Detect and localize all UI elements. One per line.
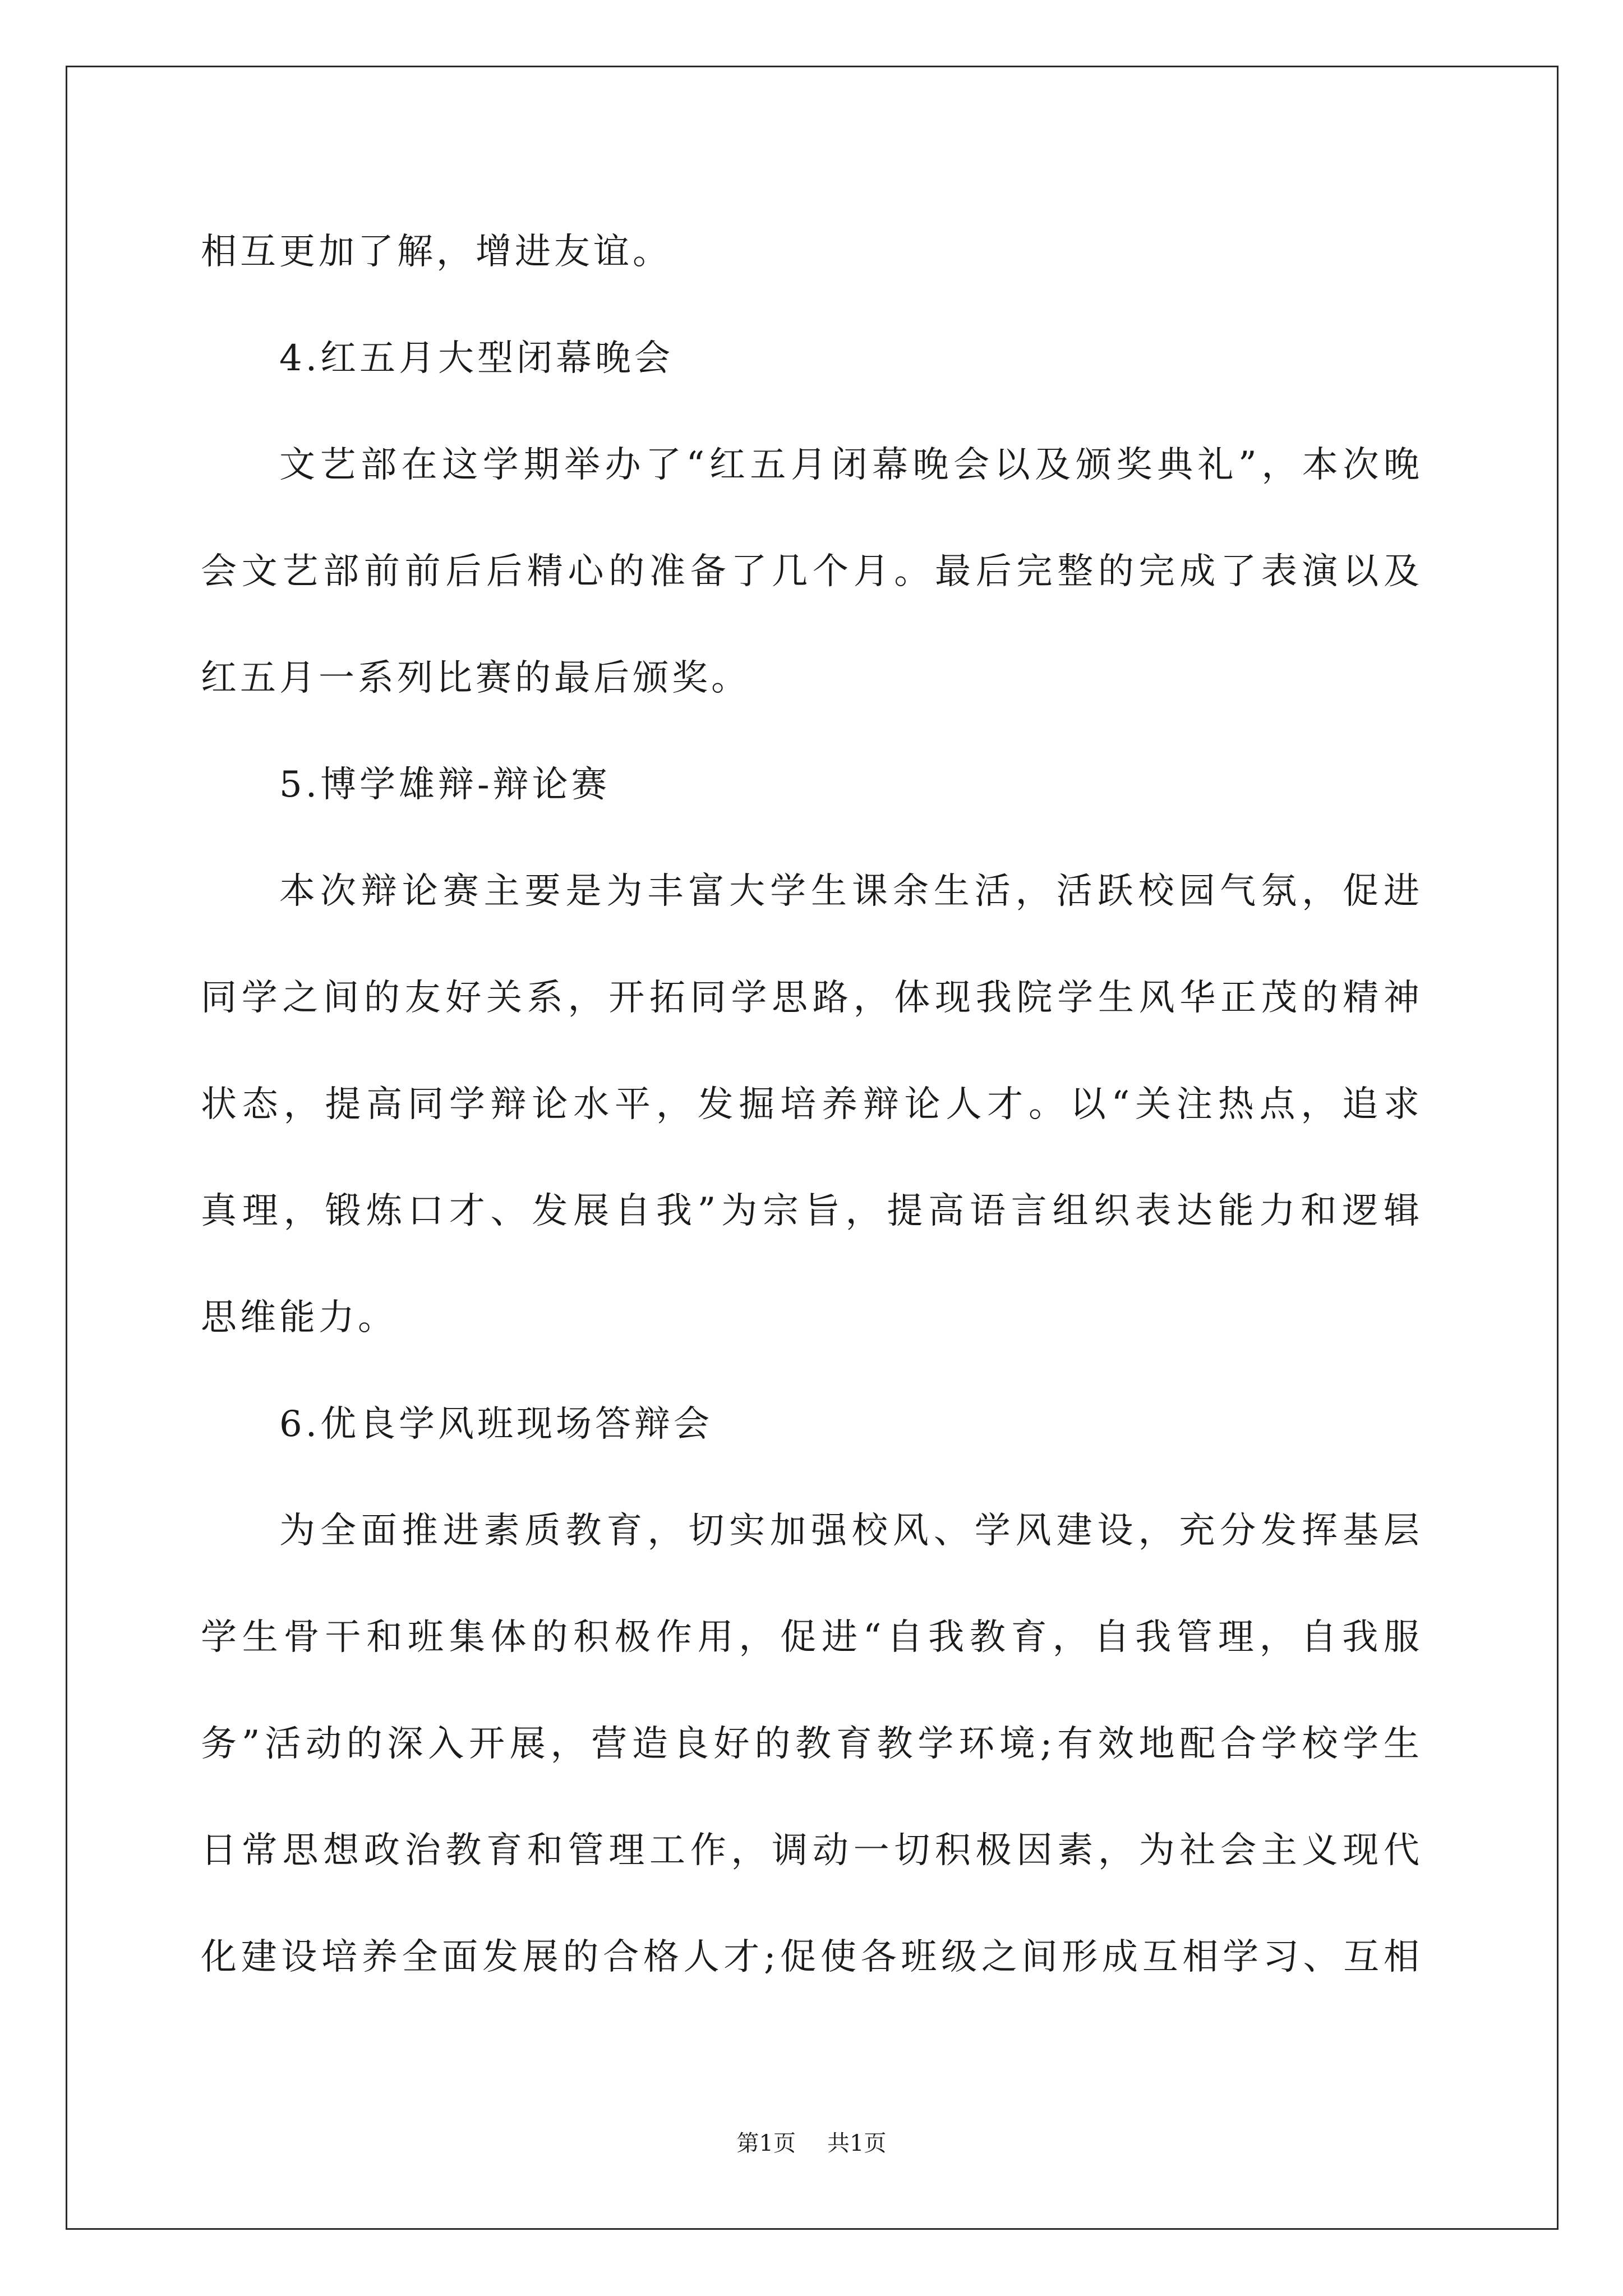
paragraph-line: 相互更加了解，增进友谊。 xyxy=(201,231,672,273)
paragraph-line: 会文艺部前前后后精心的准备了几个月。最后完整的完成了表演以及 xyxy=(201,551,1423,592)
paragraph-line: 同学之间的友好关系，开拓同学思路，体现我院学生风华正茂的精神 xyxy=(201,977,1423,1019)
paragraph-line: 为全面推进素质教育，切实加强校风、学风建设，充分发挥基层 xyxy=(279,1510,1423,1552)
document-body xyxy=(201,199,1423,2010)
paragraph-line: 状态，提高同学辩论水平，发掘培养辩论人才。以“关注热点，追求 xyxy=(201,1084,1423,1125)
section-heading: 4.红五月大型闭幕晚会 xyxy=(279,338,674,379)
paragraph-line: 本次辩论赛主要是为丰富大学生课余生活，活跃校园气氛，促进 xyxy=(279,871,1423,912)
section-heading: 6.优良学风班现场答辩会 xyxy=(279,1404,713,1445)
page-number-current: 第1页 xyxy=(736,2131,796,2156)
paragraph-line: 红五月一系列比赛的最后颁奖。 xyxy=(201,657,750,699)
paragraph-line: 思维能力。 xyxy=(201,1297,397,1338)
paragraph-line: 务”活动的深入开展，营造良好的教育教学环境;有效地配合学校学生 xyxy=(201,1723,1423,1765)
paragraph-line: 真理，锻炼口才、发展自我”为宗旨，提高语言组织表达能力和逻辑 xyxy=(201,1190,1423,1232)
section-heading: 5.博学雄辩-辩论赛 xyxy=(279,764,611,806)
paragraph-line: 学生骨干和班集体的积极作用，促进“自我教育，自我管理，自我服 xyxy=(201,1617,1423,1658)
paragraph-line: 化建设培养全面发展的合格人才;促使各班级之间形成互相学习、互相 xyxy=(201,1936,1423,1978)
page-footer xyxy=(0,2128,1623,2159)
page-number-total: 共1页 xyxy=(827,2131,887,2156)
paragraph-line: 日常思想政治教育和管理工作，调动一切积极因素，为社会主义现代 xyxy=(201,1830,1423,1871)
paragraph-line: 文艺部在这学期举办了“红五月闭幕晚会以及颁奖典礼”，本次晚 xyxy=(279,444,1423,486)
